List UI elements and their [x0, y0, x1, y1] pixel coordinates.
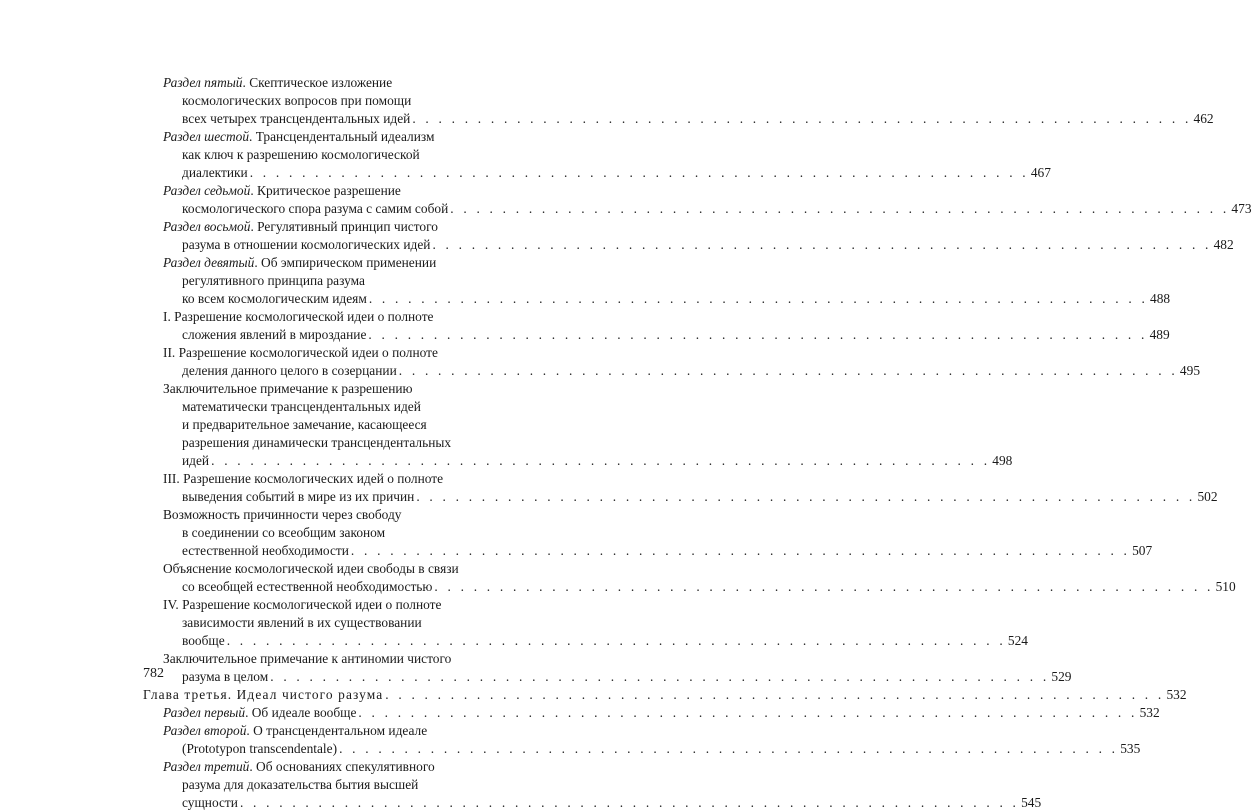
page-ref: 532: [1166, 687, 1187, 702]
dot-leader: . . . . . . . . . . . . . . . . . . . . . . . . . . . . . . . . . . . . . . . . . . . . . . . . . . . . . . . . . . . .: [450, 201, 1230, 216]
dot-leader: . . . . . . . . . . . . . . . . . . . . . . . . . . . . . . . . . . . . . . . . . . . . . . . . . . . . . . . . . . . .: [339, 741, 1119, 756]
toc-line: [182, 416, 427, 434]
toc-line: [163, 182, 401, 200]
toc-line: [182, 578, 1236, 596]
section-label: Раздел пятый: [163, 75, 243, 90]
toc-line-text: [182, 488, 414, 506]
page-ref: 545: [1021, 795, 1042, 810]
toc-line-text: [182, 794, 238, 812]
toc-line-text: [182, 632, 225, 650]
toc-line-text: [182, 93, 411, 108]
toc-text: математически трансцендентальных идей: [182, 399, 421, 414]
toc-line: [182, 488, 1218, 506]
dot-leader: . . . . . . . . . . . . . . . . . . . . . . . . . . . . . . . . . . . . . . . . . . . . . . . . . . . . . . . . . . . .: [249, 165, 1029, 180]
toc-text: регулятивного принципа разума: [182, 273, 365, 288]
toc-line-text: [182, 740, 337, 758]
toc-text: как ключ к разрешению космологической: [182, 147, 420, 162]
dot-leader: . . . . . . . . . . . . . . . . . . . . . . . . . . . . . . . . . . . . . . . . . . . . . . . . . . . . . . . . . . . .: [432, 237, 1212, 252]
toc-line-text: [182, 399, 421, 414]
toc-line: [182, 110, 1214, 128]
dot-leader: . . . . . . . . . . . . . . . . . . . . . . . . . . . . . . . . . . . . . . . . . . . . . . . . . . . . . . . . . . . .: [226, 633, 1006, 648]
toc-line: [163, 758, 435, 776]
toc-line: [163, 470, 443, 488]
toc-line-text: [182, 452, 209, 470]
toc-text: естественной необходимости: [182, 543, 349, 558]
toc-line-text: Раздел девятый. Об эмпирическом применении: [163, 255, 437, 270]
toc-line-text: Раздел третий. Об основаниях спекулятивного: [163, 759, 435, 774]
page-ref: 529: [1051, 669, 1072, 684]
page-ref: 510: [1215, 579, 1236, 594]
toc-text: Скептическое изложение: [249, 75, 393, 90]
toc-line-text: [182, 110, 410, 128]
section-label: Раздел девятый: [163, 255, 255, 270]
toc-text: всех четырех трансцендентальных идей: [182, 111, 411, 126]
toc-text: IV. Разрешение космологической идеи о полноте: [163, 597, 442, 612]
toc-text: космологического спора разума с самим собой: [182, 201, 449, 216]
toc-line: [182, 542, 1153, 560]
toc-text: Регулятивный принцип чистого: [257, 219, 438, 234]
toc-line: [163, 254, 436, 272]
toc-line: [182, 290, 1171, 308]
dot-leader: . . . . . . . . . . . . . . . . . . . . . . . . . . . . . . . . . . . . . . . . . . . . . . . . . . . . . . . . . . . .: [416, 489, 1196, 504]
toc-line: [163, 74, 392, 92]
toc-line-text: [182, 777, 418, 792]
page-ref: 507: [1132, 543, 1153, 558]
toc-line: [182, 668, 1072, 686]
toc-line-text: [182, 435, 451, 450]
toc-text: Глава третья. Идеал чистого разума: [143, 687, 384, 702]
toc-line-text: Раздел второй. О трансцендентальном идеале: [163, 723, 428, 738]
page-number: 782: [143, 666, 164, 681]
toc-line-text: [163, 651, 451, 666]
toc-text: зависимости явлений в их существовании: [182, 615, 422, 630]
toc-text: Критическое разрешение: [257, 183, 401, 198]
toc-line: [182, 434, 451, 452]
toc-line-text: [182, 615, 422, 630]
page-ref: 489: [1149, 327, 1170, 342]
toc-line-text: [163, 381, 413, 396]
toc-text: разума в отношении космологических идей: [182, 237, 431, 252]
page-ref: 495: [1179, 363, 1201, 378]
toc-text: вообще: [182, 633, 225, 648]
section-label: Раздел шестой: [163, 129, 250, 144]
toc-line: [182, 326, 1170, 344]
toc-text: со всеобщей естественной необходимостью: [182, 579, 433, 594]
toc-line-text: [163, 309, 434, 324]
toc-line: [182, 200, 1252, 218]
toc-text: О трансцендентальном идеале: [253, 723, 428, 738]
toc-text: и предварительное замечание, касающееся: [182, 417, 427, 432]
page-ref: 482: [1213, 237, 1234, 252]
toc-line-text: [182, 362, 397, 380]
toc-line: [182, 632, 1028, 650]
toc-line: [182, 740, 1141, 758]
toc-text: разума для доказательства бытия высшей: [182, 777, 419, 792]
toc-line-text: [182, 525, 385, 540]
toc-line-text: [182, 542, 349, 560]
toc-line: [163, 344, 438, 362]
dot-leader: . . . . . . . . . . . . . . . . . . . . . . . . . . . . . . . . . . . . . . . . . . . . . . . . . . . . . . . . . . . .: [358, 705, 1138, 720]
toc-line: [182, 236, 1234, 254]
toc-line: [182, 794, 1042, 812]
toc-line-text: [163, 561, 459, 576]
toc-text: идей: [182, 453, 210, 468]
toc-text: III. Разрешение космологических идей о полноте: [163, 471, 444, 486]
page-ref: 462: [1193, 111, 1214, 126]
toc-line: [182, 272, 365, 290]
toc-line-text: [163, 597, 441, 612]
page-ref: 502: [1197, 489, 1218, 504]
toc-text: Возможность причинности через свободу: [163, 507, 402, 522]
toc-text: I. Разрешение космологической идеи о полноте: [163, 309, 434, 324]
toc-line-text: [182, 164, 248, 182]
toc-line-text: Раздел седьмой. Критическое разрешение: [163, 183, 401, 198]
toc-text: космологических вопросов при помощи: [182, 93, 412, 108]
toc-text: разрешения динамически трансцендентальных: [182, 435, 452, 450]
toc-line-text: [163, 345, 438, 360]
toc-line: [163, 128, 434, 146]
toc-line-text: Раздел шестой. Трансцендентальный идеализм: [163, 129, 435, 144]
toc-text: (Prototypon transcendentale): [182, 741, 338, 756]
toc-text: Об эмпирическом применении: [261, 255, 437, 270]
section-label: Раздел седьмой: [163, 183, 251, 198]
toc-line-text: [163, 507, 401, 522]
toc-line: [163, 650, 451, 668]
toc-text: в соединении со всеобщим законом: [182, 525, 386, 540]
dot-leader: . . . . . . . . . . . . . . . . . . . . . . . . . . . . . . . . . . . . . . . . . . . . . . . . . . . . . . . . . . . .: [434, 579, 1214, 594]
section-label: Раздел третий: [163, 759, 250, 774]
toc-line: [182, 146, 420, 164]
dot-leader: . . . . . . . . . . . . . . . . . . . . . . . . . . . . . . . . . . . . . . . . . . . . . . . . . . . . . . . . . . . .: [239, 795, 1020, 810]
toc-text: диалектики: [182, 165, 248, 180]
section-label: Раздел первый: [163, 705, 246, 720]
toc-line: [182, 452, 1013, 470]
toc-line-text: Раздел первый. Об идеале вообще: [163, 705, 357, 720]
dot-leader: . . . . . . . . . . . . . . . . . . . . . . . . . . . . . . . . . . . . . . . . . . . . . . . . . . . . . . . . . . . .: [211, 453, 991, 468]
toc-line: [143, 686, 1187, 704]
toc-line: [163, 722, 427, 740]
dot-leader: . . . . . . . . . . . . . . . . . . . . . . . . . . . . . . . . . . . . . . . . . . . . . . . . . . . . . . . . . . . .: [385, 687, 1165, 702]
page-ref: 535: [1120, 741, 1141, 756]
page-ref: 498: [992, 453, 1013, 468]
toc-line-text: [143, 686, 383, 704]
toc-line-text: [182, 668, 268, 686]
toc-line: [163, 560, 459, 578]
toc-text: ко всем космологическим идеям: [182, 291, 367, 306]
toc-text: Заключительное примечание к антиномии чистого: [163, 651, 452, 666]
toc-line: [182, 164, 1051, 182]
toc-text: сложения явлений в мироздание: [182, 327, 367, 342]
toc-line-text: [163, 471, 443, 486]
toc-line-text: [182, 273, 365, 288]
toc-text: деления данного целого в созерцании: [182, 363, 397, 378]
toc-line-text: [182, 236, 430, 254]
toc-text: Объяснение космологической идеи свободы в связи: [163, 561, 459, 576]
toc-text: Заключительное примечание к разрешению: [163, 381, 413, 396]
toc-text: разума в целом: [182, 669, 269, 684]
page-ref: 524: [1007, 633, 1028, 648]
toc-line: [182, 362, 1201, 380]
dot-leader: . . . . . . . . . . . . . . . . . . . . . . . . . . . . . . . . . . . . . . . . . . . . . . . . . . . . . . . . . . . .: [350, 543, 1131, 558]
toc-line: [163, 308, 434, 326]
toc-line: [182, 524, 385, 542]
section-label: Раздел восьмой: [163, 219, 251, 234]
toc-line-text: Раздел пятый. Скептическое изложение: [163, 75, 393, 90]
toc-line: [182, 776, 418, 794]
page-ref: 473: [1231, 201, 1252, 216]
toc-line-text: Раздел восьмой. Регулятивный принцип чистого: [163, 219, 438, 234]
toc-text: Трансцендентальный идеализм: [255, 129, 435, 144]
toc-line-text: [182, 200, 448, 218]
toc-line: [182, 614, 422, 632]
toc-line: [182, 398, 421, 416]
toc-line: [163, 380, 413, 398]
page-ref: 488: [1150, 291, 1171, 306]
page-ref: 532: [1139, 705, 1160, 720]
section-label: Раздел второй: [163, 723, 247, 738]
toc-line: [163, 704, 1160, 722]
toc-line-text: [182, 578, 432, 596]
toc-line: [163, 596, 441, 614]
toc-line: [163, 218, 438, 236]
toc-line-text: [182, 290, 367, 308]
toc-text: сущности: [182, 795, 238, 810]
toc-line-text: [182, 417, 427, 432]
toc-text: II. Разрешение космологической идеи о полноте: [163, 345, 438, 360]
page-ref: 467: [1030, 165, 1051, 180]
dot-leader: . . . . . . . . . . . . . . . . . . . . . . . . . . . . . . . . . . . . . . . . . . . . . . . . . . . . . . . . . . . .: [368, 291, 1148, 306]
dot-leader: . . . . . . . . . . . . . . . . . . . . . . . . . . . . . . . . . . . . . . . . . . . . . . . . . . . . . . . . . . . .: [398, 363, 1178, 378]
dot-leader: . . . . . . . . . . . . . . . . . . . . . . . . . . . . . . . . . . . . . . . . . . . . . . . . . . . . . . . . . . . .: [368, 327, 1148, 342]
dot-leader: . . . . . . . . . . . . . . . . . . . . . . . . . . . . . . . . . . . . . . . . . . . . . . . . . . . . . . . . . . . .: [412, 111, 1192, 126]
toc-text: Об идеале вообще: [251, 705, 357, 720]
toc-line-text: [182, 147, 420, 162]
toc-text: Об основаниях спекулятивного: [256, 759, 435, 774]
toc-line-text: [182, 326, 366, 344]
dot-leader: . . . . . . . . . . . . . . . . . . . . . . . . . . . . . . . . . . . . . . . . . . . . . . . . . . . . . . . . . . . .: [270, 669, 1050, 684]
toc-line: [163, 506, 401, 524]
toc-text: выведения событий в мире из их причин: [182, 489, 415, 504]
toc-line: [182, 92, 411, 110]
